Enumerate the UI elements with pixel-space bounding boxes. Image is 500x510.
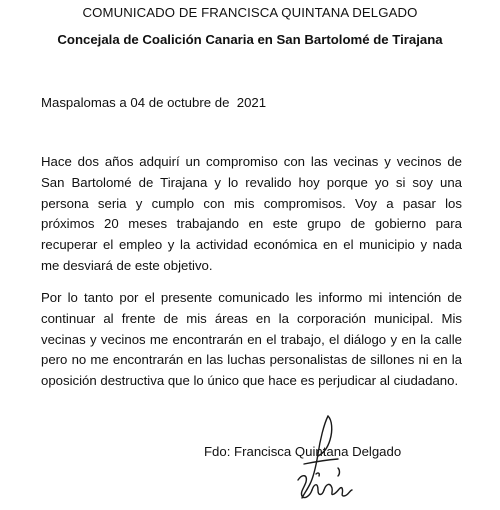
document-title: COMUNICADO DE FRANCISCA QUINTANA DELGADO <box>82 5 418 20</box>
document-subtitle: Concejala de Coalición Canaria en San Bartolomé de Tirajana <box>57 32 443 47</box>
body-paragraph-2: Por lo tanto por el presente comunicado les informo mi intención de continuar al frente de mis áreas en la corporación municipal. Mis vecinas y vecinos me encontrarán en el trabajo, el diálogo y en la calle pero no me encontrarán en las luchas personalistas de sillones ni en la oposición destructiva que lo único que hace es perjudicar al ciudadano. <box>41 290 462 389</box>
signature-line: Fdo: Francisca Quintana Delgado <box>204 444 402 459</box>
body-paragraph-1: Hace dos años adquirí un compromiso con las vecinas y vecinos de San Bartolomé de Tirajana y lo revalido hoy porque yo si soy una persona seria y cumplo con mis compromisos. Voy a pasar los próximos 20 meses trabajando en este grupo de gobierno para recuperar el empleo y la actividad económica en el municipio y nada me desviará de este objetivo. <box>41 154 462 273</box>
date-line: Maspalomas a 04 de octubre de 2021 <box>41 95 267 110</box>
handwritten-signature <box>280 410 370 505</box>
